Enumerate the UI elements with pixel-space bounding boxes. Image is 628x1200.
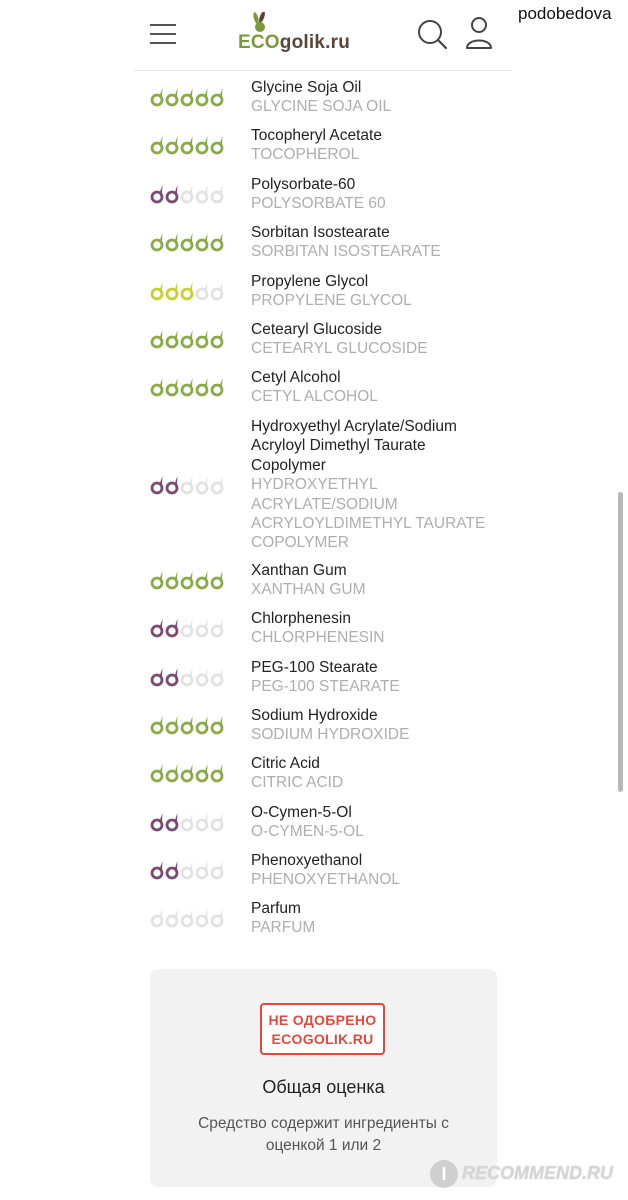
drop-empty-icon [195, 908, 209, 928]
ingredient-name: Chlorphenesin [251, 610, 351, 627]
search-icon[interactable] [416, 18, 448, 50]
drop-filled-icon [165, 570, 179, 590]
drop-empty-icon [180, 908, 194, 928]
drop-filled-icon [210, 329, 224, 349]
logo-domain-text: golik.ru [279, 32, 350, 53]
stamp-line1: НЕ ОДОБРЕНО [268, 1012, 377, 1028]
safety-rating-drops [150, 715, 230, 737]
safety-rating-drops [150, 667, 230, 689]
safety-rating-drops [150, 232, 230, 254]
ingredient-inci: CETYL ALCOHOL [251, 388, 378, 406]
drop-filled-icon [165, 860, 179, 880]
ingredient-name: Cetyl Alcohol [251, 369, 341, 386]
drop-filled-icon [210, 377, 224, 397]
rabbit-logo-icon [250, 12, 270, 34]
ingredient-names [251, 175, 501, 214]
safety-rating-drops [150, 184, 230, 206]
drop-filled-icon [195, 570, 209, 590]
drop-filled-icon [150, 475, 164, 495]
drop-empty-icon [210, 908, 224, 928]
drop-empty-icon [195, 812, 209, 832]
safety-rating-drops [150, 763, 230, 785]
ingredient-inci: O-CYMEN-5-OL [251, 823, 364, 841]
drop-filled-icon [165, 87, 179, 107]
safety-rating-drops [150, 812, 230, 834]
drop-filled-icon [150, 87, 164, 107]
drop-filled-icon [165, 618, 179, 638]
drop-filled-icon [210, 570, 224, 590]
drop-empty-icon [195, 475, 209, 495]
ingredient-names [251, 78, 501, 117]
ingredient-names [251, 223, 501, 262]
drop-filled-icon [165, 812, 179, 832]
ingredient-inci: POLYSORBATE 60 [251, 195, 386, 213]
ingredient-names [251, 899, 501, 938]
ingredient-inci: GLYCINE SOJA OIL [251, 98, 392, 116]
watermark-text: RECOMMEND.RU [462, 1163, 613, 1183]
ingredient-name: O-Cymen-5-Ol [251, 804, 352, 821]
ingredient-names [251, 320, 501, 359]
drop-empty-icon [195, 667, 209, 687]
site-logo[interactable] [238, 12, 363, 58]
stamp-line2: ECOGOLIK.RU [271, 1031, 374, 1047]
safety-rating-drops [150, 860, 230, 882]
ingredient-names [251, 126, 501, 165]
drop-filled-icon [210, 87, 224, 107]
drop-filled-icon [195, 135, 209, 155]
ingredient-names [251, 803, 501, 842]
drop-filled-icon [180, 232, 194, 252]
ingredient-name: Polysorbate-60 [251, 176, 356, 193]
ingredient-names [251, 272, 501, 311]
ingredient-names [251, 658, 501, 697]
hamburger-menu-icon[interactable] [150, 22, 176, 46]
drop-filled-icon [195, 232, 209, 252]
drop-empty-icon [210, 860, 224, 880]
header-divider [134, 70, 512, 71]
drop-filled-icon [180, 281, 194, 301]
ingredient-inci: PARFUM [251, 919, 316, 937]
drop-filled-icon [180, 377, 194, 397]
ingredient-name: Tocopheryl Acetate [251, 127, 382, 144]
drop-empty-icon [195, 281, 209, 301]
drop-empty-icon [165, 908, 179, 928]
drop-filled-icon [165, 475, 179, 495]
drop-filled-icon [210, 715, 224, 735]
drop-filled-icon [150, 618, 164, 638]
ingredient-name: Parfum [251, 900, 301, 917]
ingredient-names [251, 368, 501, 407]
drop-filled-icon [150, 667, 164, 687]
watermark-badge-icon: I [430, 1160, 458, 1188]
scrollbar[interactable] [618, 492, 623, 792]
drop-filled-icon [180, 763, 194, 783]
ingredient-name: Sodium Hydroxide [251, 707, 378, 724]
drop-empty-icon [180, 812, 194, 832]
drop-filled-icon [210, 232, 224, 252]
drop-empty-icon [210, 812, 224, 832]
drop-filled-icon [150, 715, 164, 735]
ingredient-inci: SODIUM HYDROXIDE [251, 726, 410, 744]
safety-rating-drops [150, 329, 230, 351]
ingredient-names [251, 609, 501, 648]
safety-rating-drops [150, 281, 230, 303]
ingredient-name: Hydroxyethyl Acrylate/Sodium Acryloyl Dimethyl Taurate Copolymer [251, 418, 457, 474]
drop-filled-icon [165, 184, 179, 204]
drop-filled-icon [150, 377, 164, 397]
drop-empty-icon [150, 908, 164, 928]
drop-filled-icon [180, 715, 194, 735]
ingredient-name: Cetearyl Glucoside [251, 321, 382, 338]
drop-filled-icon [150, 812, 164, 832]
drop-empty-icon [195, 184, 209, 204]
ingredient-name: Propylene Glycol [251, 273, 369, 290]
ingredient-inci: CHLORPHENESIN [251, 629, 385, 647]
overall-rating-title: Общая оценка [262, 1077, 385, 1097]
drop-filled-icon [210, 763, 224, 783]
drop-empty-icon [210, 667, 224, 687]
drop-filled-icon [150, 860, 164, 880]
drop-filled-icon [180, 570, 194, 590]
drop-empty-icon [210, 184, 224, 204]
drop-filled-icon [165, 667, 179, 687]
drop-filled-icon [150, 763, 164, 783]
drop-filled-icon [150, 329, 164, 349]
drop-filled-icon [150, 184, 164, 204]
drop-filled-icon [165, 135, 179, 155]
ingredient-name: PEG-100 Stearate [251, 659, 378, 676]
drop-filled-icon [165, 763, 179, 783]
safety-rating-drops [150, 618, 230, 640]
drop-filled-icon [180, 329, 194, 349]
drop-filled-icon [165, 281, 179, 301]
safety-rating-drops [150, 377, 230, 399]
drop-filled-icon [180, 87, 194, 107]
recommend-watermark [430, 1160, 625, 1190]
logo-eco-text: ECO [238, 32, 280, 53]
ingredient-inci: CITRIC ACID [251, 774, 344, 792]
ingredient-name: Phenoxyethanol [251, 852, 363, 869]
drop-filled-icon [180, 135, 194, 155]
drop-filled-icon [150, 135, 164, 155]
drop-filled-icon [165, 715, 179, 735]
drop-filled-icon [150, 281, 164, 301]
drop-empty-icon [195, 618, 209, 638]
drop-filled-icon [195, 87, 209, 107]
drop-empty-icon [195, 860, 209, 880]
ingredient-inci: PHENOXYETHANOL [251, 871, 401, 889]
ingredient-name: Citric Acid [251, 755, 320, 772]
ingredient-name: Xanthan Gum [251, 562, 347, 579]
drop-filled-icon [150, 570, 164, 590]
safety-rating-drops [150, 908, 230, 930]
drop-empty-icon [210, 618, 224, 638]
ingredient-inci: PEG-100 STEARATE [251, 678, 400, 696]
drop-empty-icon [180, 184, 194, 204]
safety-rating-drops [150, 87, 230, 109]
ingredient-inci: PROPYLENE GLYCOL [251, 292, 412, 310]
ingredient-inci: SORBITAN ISOSTEARATE [251, 243, 441, 261]
ingredient-inci: TOCOPHEROL [251, 146, 360, 164]
overall-rating-card [150, 969, 497, 1187]
drop-filled-icon [165, 232, 179, 252]
safety-rating-drops [150, 135, 230, 157]
author-username: podobedova [518, 4, 612, 23]
ingredient-inci: CETEARYL GLUCOSIDE [251, 340, 428, 358]
drop-empty-icon [180, 860, 194, 880]
ingredient-names [251, 754, 501, 793]
ingredient-names [251, 706, 501, 745]
drop-filled-icon [165, 329, 179, 349]
drop-empty-icon [210, 475, 224, 495]
overall-rating-text: Средство содержит ингредиенты с оценкой 1 или 2 [198, 1115, 449, 1154]
drop-filled-icon [150, 232, 164, 252]
drop-filled-icon [195, 715, 209, 735]
drop-filled-icon [195, 763, 209, 783]
drop-filled-icon [210, 135, 224, 155]
drop-filled-icon [195, 377, 209, 397]
ingredient-inci: XANTHAN GUM [251, 581, 366, 599]
safety-rating-drops [150, 570, 230, 592]
logo-text [238, 32, 350, 54]
drop-empty-icon [180, 475, 194, 495]
drop-empty-icon [210, 281, 224, 301]
drop-empty-icon [180, 667, 194, 687]
drop-empty-icon [180, 618, 194, 638]
drop-filled-icon [195, 329, 209, 349]
safety-rating-drops [150, 475, 230, 497]
ingredient-inci: HYDROXYETHYL ACRYLATE/SODIUM ACRYLOYLDIMETHYL TAURATE COPOLYMER [251, 476, 486, 552]
ingredient-name: Glycine Soja Oil [251, 79, 362, 96]
user-profile-icon[interactable] [464, 16, 494, 50]
ingredient-names [251, 851, 501, 890]
drop-filled-icon [165, 377, 179, 397]
ingredient-names [251, 417, 501, 553]
ingredient-name: Sorbitan Isostearate [251, 224, 390, 241]
not-approved-stamp [260, 1003, 385, 1055]
ingredient-names [251, 561, 501, 600]
